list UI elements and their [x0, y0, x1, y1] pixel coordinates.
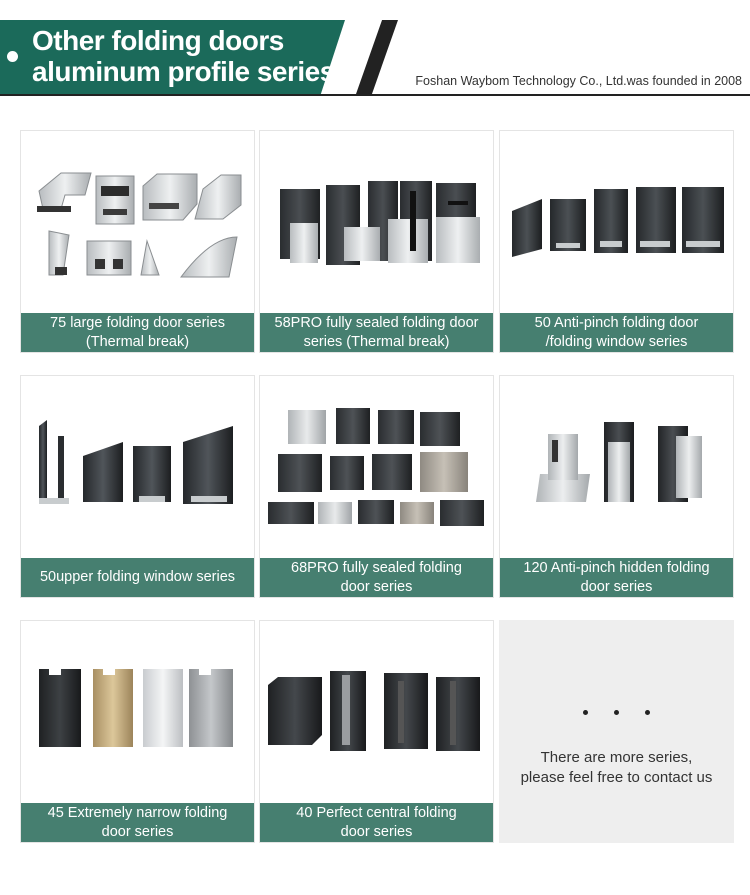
company-tagline: Foshan Waybom Technology Co., Ltd.was founded in 2008 — [415, 74, 742, 88]
header-divider — [0, 94, 750, 96]
product-image — [21, 131, 254, 313]
product-image — [500, 376, 733, 558]
product-card[interactable] — [20, 375, 255, 598]
more-series-card[interactable] — [499, 620, 734, 843]
caption-line-2: door series — [101, 823, 174, 840]
caption-line-2: (Thermal break) — [85, 333, 190, 350]
caption-line-1: 120 Anti-pinch hidden folding — [523, 559, 710, 576]
caption-line-1: 45 Extremely narrow folding — [47, 804, 228, 821]
product-image — [21, 621, 254, 803]
product-card[interactable] — [20, 130, 255, 353]
page-header — [0, 0, 750, 100]
caption-line-2: /folding window series — [545, 333, 688, 350]
more-line-2: please feel free to contact us — [520, 769, 713, 786]
title-line-1: Other folding doors — [32, 25, 284, 56]
product-image — [260, 131, 493, 313]
product-caption — [21, 558, 254, 597]
product-card[interactable] — [499, 375, 734, 598]
product-card[interactable] — [20, 620, 255, 843]
product-image — [260, 621, 493, 803]
caption-line-1: 50 Anti-pinch folding door — [534, 314, 699, 331]
caption-line-1: 75 large folding door series — [50, 314, 225, 331]
caption-line-2: door series — [580, 578, 653, 595]
product-caption — [21, 803, 254, 842]
product-caption — [260, 803, 493, 842]
product-card[interactable] — [499, 130, 734, 353]
caption-line-2: door series — [340, 823, 413, 840]
bullet-icon — [7, 51, 18, 62]
product-caption — [21, 313, 254, 352]
product-card[interactable] — [259, 620, 494, 843]
product-image — [260, 376, 493, 558]
caption-line-1: 50upper folding window series — [39, 569, 236, 585]
more-series-text — [499, 748, 734, 788]
product-caption — [500, 313, 733, 352]
product-card[interactable] — [259, 375, 494, 598]
caption-line-2: door series — [340, 578, 413, 595]
product-card[interactable] — [259, 130, 494, 353]
product-caption — [260, 313, 493, 352]
caption-line-1: 40 Perfect central folding — [296, 804, 457, 821]
title-line-2: aluminum profile series — [32, 56, 335, 87]
more-line-1: There are more series, — [540, 749, 693, 766]
caption-line-2: series (Thermal break) — [303, 333, 450, 350]
product-image — [21, 376, 254, 558]
ellipsis-icon — [499, 702, 734, 720]
product-caption — [500, 558, 733, 597]
caption-line-1: 68PRO fully sealed folding — [291, 559, 462, 576]
product-caption — [260, 558, 493, 597]
page-title — [32, 25, 342, 87]
caption-line-1: 58PRO fully sealed folding door — [274, 314, 479, 331]
product-image — [500, 131, 733, 313]
